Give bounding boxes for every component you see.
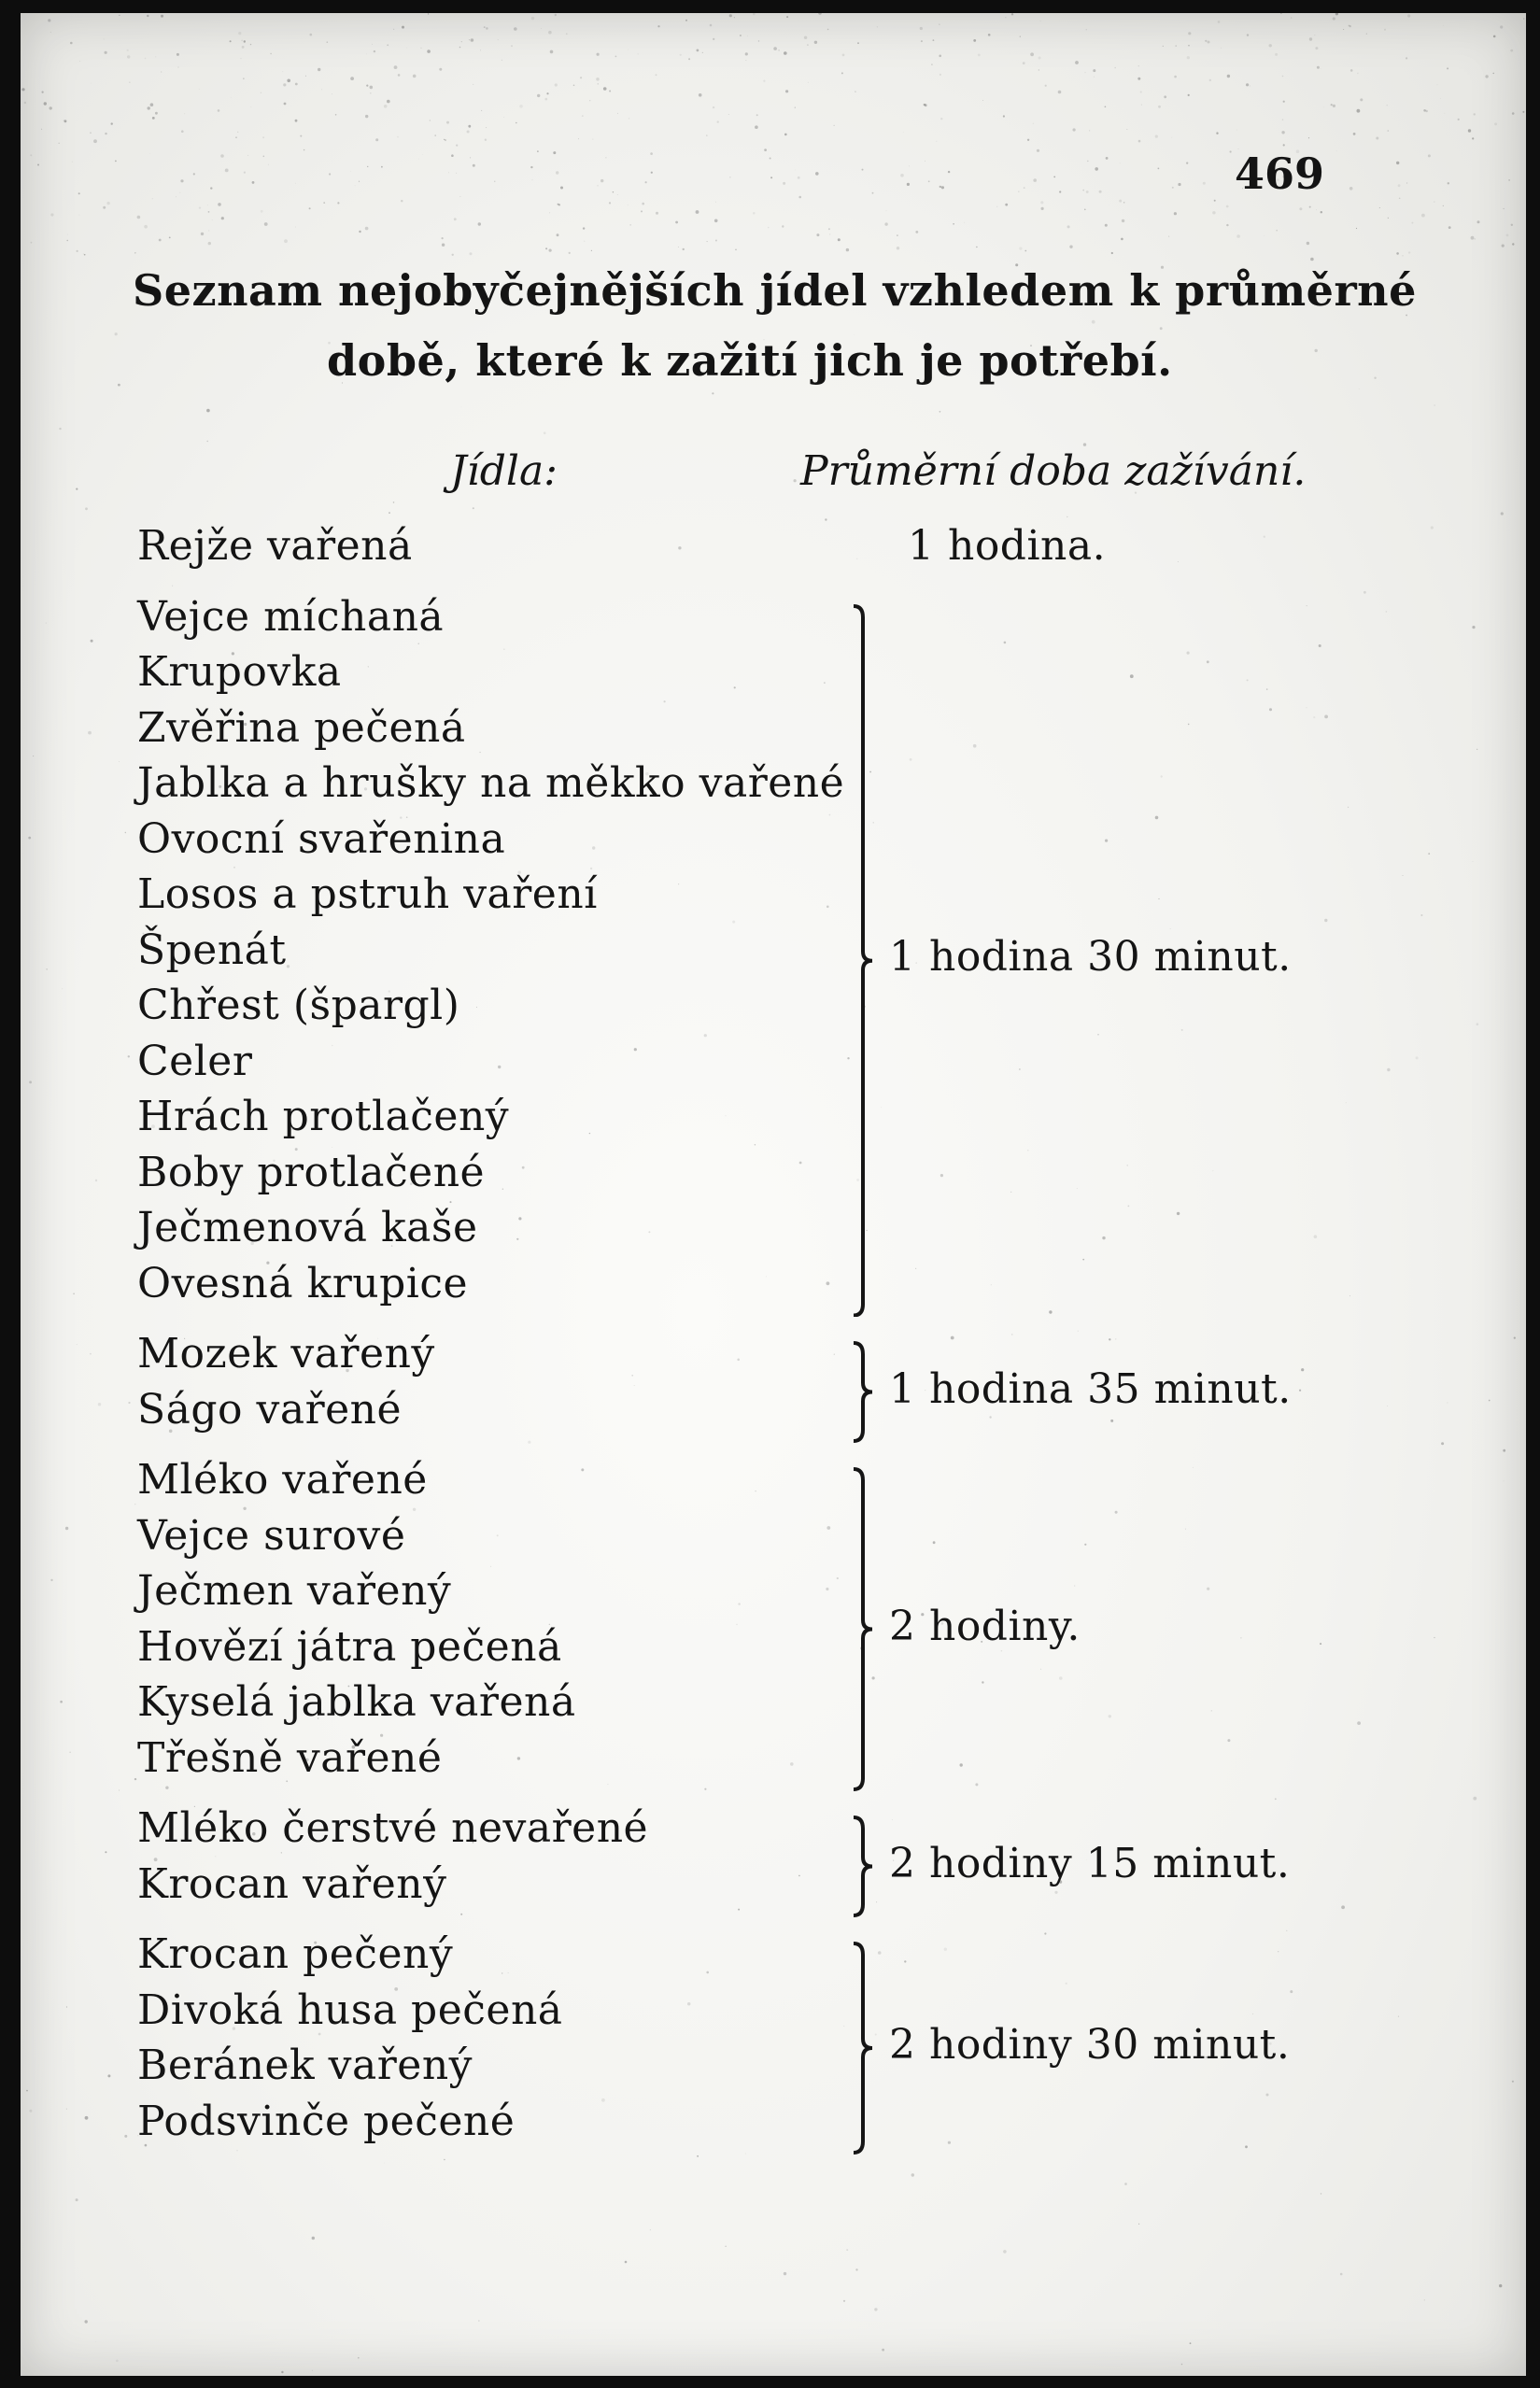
food-item: Hovězí játra pečená xyxy=(137,1622,562,1671)
group-brace xyxy=(850,1816,887,1917)
food-item: Beránek vařený xyxy=(137,2042,473,2089)
food-item: Divoká husa pečená xyxy=(137,1985,563,2034)
food-item: Kyselá jablka vařená xyxy=(137,1678,576,1726)
group-brace xyxy=(850,1341,887,1443)
digestion-time: 1 hodina. xyxy=(908,522,1107,570)
food-item: Podsvinče pečené xyxy=(137,2097,516,2145)
food-item: Jablka a hrušky na měkko vařené xyxy=(137,759,845,807)
digestion-time: 1 hodina 35 minut. xyxy=(889,1364,1292,1413)
food-item: Ječmen vařený xyxy=(137,1567,452,1615)
digestion-time: 2 hodiny 30 minut. xyxy=(889,2021,1291,2069)
food-item: Celer xyxy=(137,1037,253,1085)
food-item: Ječmenová kaše xyxy=(137,1204,478,1251)
digestion-time: 1 hodina 30 minut. xyxy=(889,933,1292,982)
food-item: Losos a pstruh vaření xyxy=(137,870,598,918)
group-brace xyxy=(850,1467,887,1791)
food-item: Špenát xyxy=(137,926,287,974)
digestion-time: 2 hodiny 15 minut. xyxy=(889,1839,1291,1887)
food-item: Ságo vařené xyxy=(137,1385,403,1434)
food-item: Ovesná krupice xyxy=(137,1259,469,1307)
food-item: Mléko čerstvé nevařené xyxy=(137,1804,649,1852)
page-title-line-1: Seznam nejobyčejnějších jídel vzhledem k průměrné xyxy=(133,265,1417,316)
food-item: Krupovka xyxy=(137,648,342,696)
digestion-time: 2 hodiny. xyxy=(889,1602,1081,1650)
food-item: Boby protlačené xyxy=(137,1148,486,1196)
column-header-foods: Jídla: xyxy=(450,447,558,495)
food-item: Krocan pečený xyxy=(137,1930,454,1978)
food-item: Třešně vařené xyxy=(137,1733,443,1782)
group-brace xyxy=(850,604,887,1318)
food-item: Mléko vařené xyxy=(137,1456,428,1504)
food-item: Mozek vařený xyxy=(137,1330,435,1378)
food-item: Rejže vařená xyxy=(137,522,413,570)
food-item: Krocan vařený xyxy=(137,1859,447,1908)
book-page xyxy=(21,13,1526,2376)
food-item: Vejce surové xyxy=(137,1511,406,1560)
group-brace xyxy=(850,1942,887,2155)
food-item: Chřest (špargl) xyxy=(137,982,460,1029)
page-number: 469 xyxy=(1235,148,1325,199)
food-item: Ovocní svařenina xyxy=(137,814,506,863)
food-item: Vejce míchaná xyxy=(137,592,445,641)
page-title-line-2: době, které k zažití jich je potřebí. xyxy=(327,335,1173,386)
food-item: Zvěřina pečená xyxy=(137,703,466,752)
column-header-time: Průměrní doba zažívání. xyxy=(800,447,1307,495)
food-item: Hrách protlačený xyxy=(137,1093,510,1140)
